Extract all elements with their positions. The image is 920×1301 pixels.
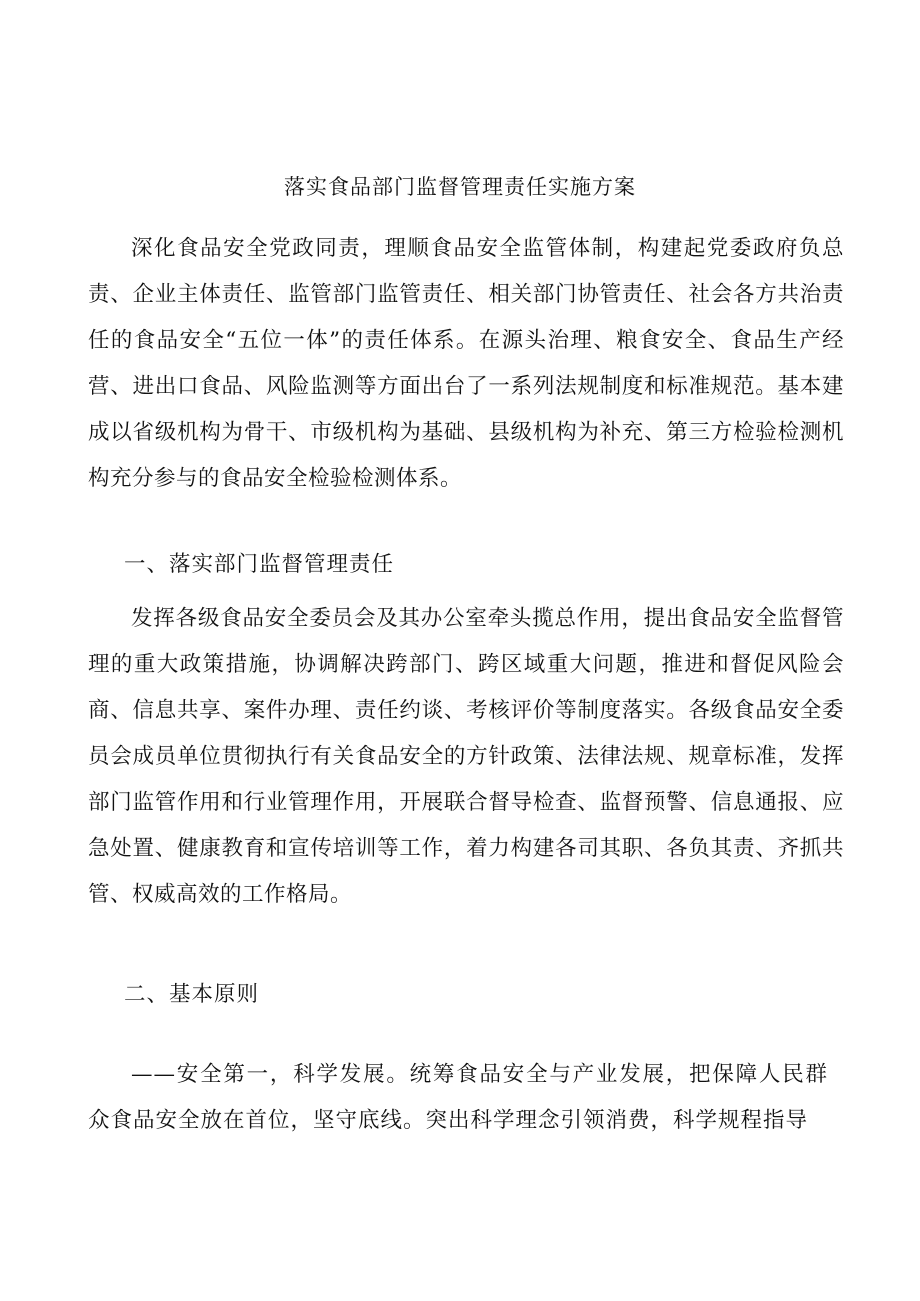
section-1-heading: 一、落实部门监督管理责任 <box>124 552 395 577</box>
section-1-paragraph: 发挥各级食品安全委员会及其办公室牵头揽总作用，提出食品安全监督管理的重大政策措施，协调解决跨部门、跨区域重大问题，推进和督促风险会商、信息共享、案件办理、责任约谈、考核评价等制度落实。各级食品安全委员会成员单位贯彻执行有关食品安全的方针政策、法律法规、规章标准，发挥部门监管作用和行业管理作用，开展联合督导检查、监督预警、信息通报、应急处置、健康教育和宣传培训等工作，着力构建各司其职、各负其责、齐抓共管、权威高效的工作格局。 <box>88 606 844 907</box>
section-2-heading: 二、基本原则 <box>124 982 260 1007</box>
document-title: 落实食品部门监督管理责任实施方案 <box>284 175 636 199</box>
section-2-paragraph: ——安全第一，科学发展。统筹食品安全与产业发展，把保障人民群众食品安全放在首位，坚守底线。突出科学理念引领消费，科学规程指导 <box>88 1062 828 1133</box>
intro-paragraph: 深化食品安全党政同责，理顺食品安全监管体制，构建起党委政府负总责、企业主体责任、监管部门监管责任、相关部门协管责任、社会各方共治责任的食品安全“五位一体”的责任体系。在源头治理、粮食安全、食品生产经营、进出口食品、风险监测等方面出台了一系列法规制度和标准规范。基本建成以省级机构为骨干、市级机构为基础、县级机构为补充、第三方检验检测机构充分参与的食品安全检验检测体系。 <box>88 236 844 491</box>
